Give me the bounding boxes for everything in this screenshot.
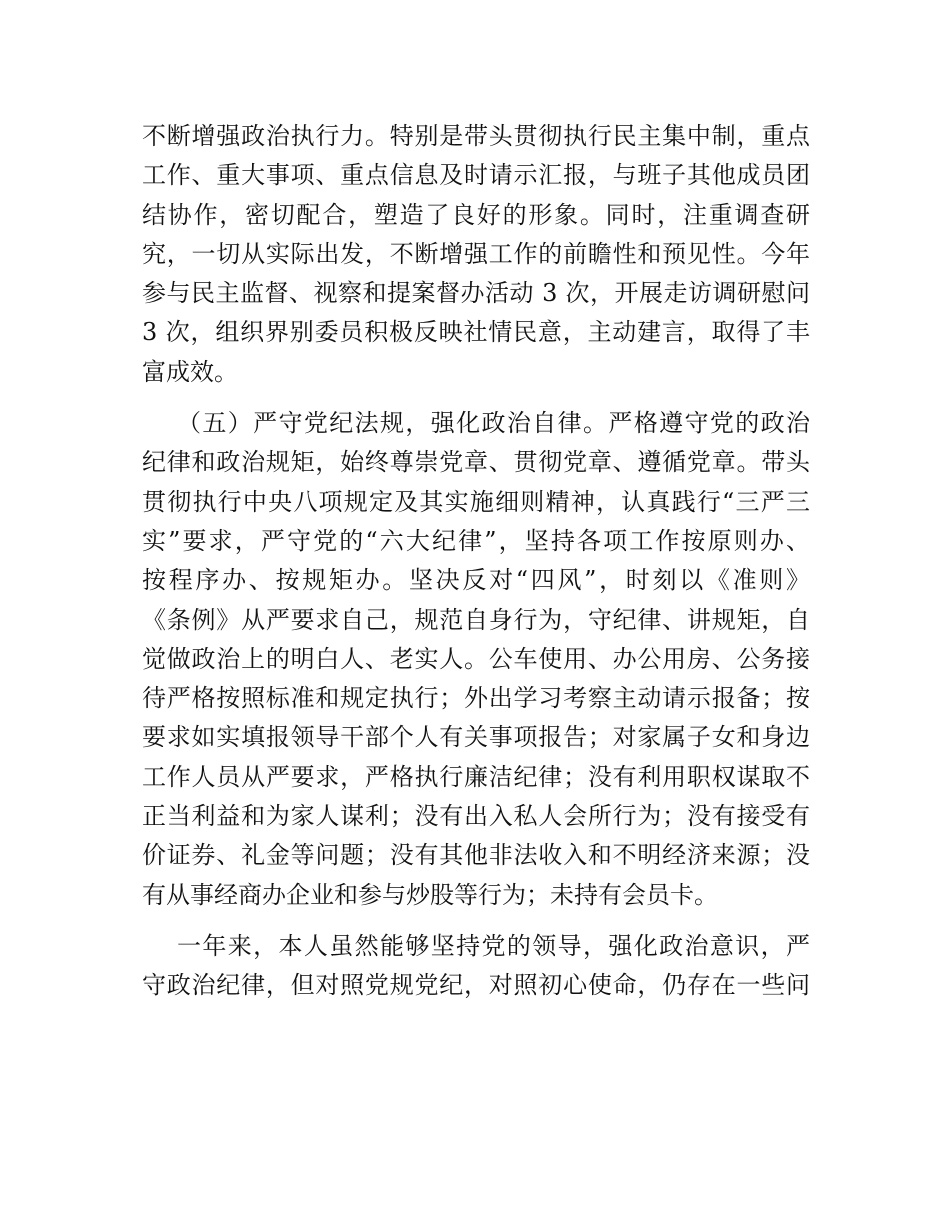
text-line: （五）严守党纪法规，强化政治自律。严格遵守党的政治 (177, 409, 810, 438)
text-line: 究，一切从实际出发，不断增强工作的前瞻性和预见性。今年 (142, 239, 810, 268)
text-line: 价证券、礼金等问题；没有其他非法收入和不明经济来源；没 (142, 841, 810, 870)
text-line: 觉做政治上的明白人、老实人。公车使用、办公用房、公务接 (142, 644, 810, 673)
text-line: 3 次，组织界别委员积极反映社情民意，主动建言，取得了丰 (142, 318, 810, 347)
text-line: 纪律和政治规矩，始终尊崇党章、贯彻党章、遵循党章。带头 (142, 448, 810, 477)
text-line: 一年来，本人虽然能够坚持党的领导，强化政治意识，严 (177, 931, 810, 960)
text-line: 要求如实填报领导干部个人有关事项报告；对家属子女和身边 (142, 723, 810, 752)
text-line: 守政治纪律，但对照党规党纪，对照初心使命，仍存在一些问 (142, 971, 810, 1000)
paragraph-party-discipline (142, 404, 810, 915)
paragraph-year-summary (142, 927, 810, 1006)
text-line: 不断增强政治执行力。特别是带头贯彻执行民主集中制，重点 (142, 122, 810, 150)
text-line: 贯彻执行中央八项规定及其实施细则精神，认真践行“三严三 (142, 487, 810, 516)
text-line: 《条例》从严要求自己，规范自身行为，守纪律、讲规矩，自 (142, 605, 810, 634)
text-line: 参与民主监督、视察和提案督办活动 3 次，开展走访调研慰问 (142, 279, 810, 308)
text-line: 有从事经商办企业和参与炒股等行为；未持有会员卡。 (142, 880, 718, 909)
paragraph-political-execution (142, 117, 810, 392)
document-body (142, 117, 810, 1006)
text-line: 待严格按照标准和规定执行；外出学习考察主动请示报备；按 (142, 684, 810, 713)
text-line: 工作、重大事项、重点信息及时请示汇报，与班子其他成员团 (142, 161, 810, 190)
text-line: 实”要求，严守党的“六大纪律”，坚持各项工作按原则办、 (142, 526, 810, 555)
text-line: 工作人员从严要求，严格执行廉洁纪律；没有利用职权谋取不 (142, 762, 810, 791)
text-line: 结协作，密切配合，塑造了良好的形象。同时，注重调查研 (142, 200, 810, 229)
text-line: 正当利益和为家人谋利；没有出入私人会所行为；没有接受有 (142, 802, 810, 831)
text-line: 按程序办、按规矩办。坚决反对“四风”，时刻以《准则》 (142, 566, 810, 595)
text-line: 富成效。 (142, 357, 238, 386)
